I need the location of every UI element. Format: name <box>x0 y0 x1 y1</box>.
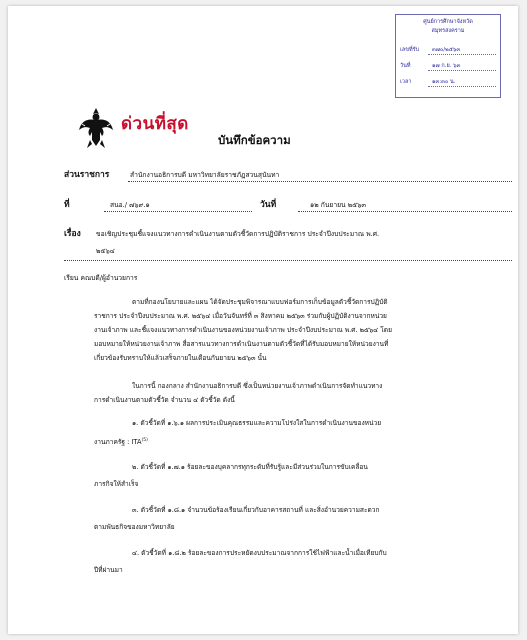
agency-value: สำนักงานอธิการบดี มหาวิทยาลัยราชภัฏสวนสุนันทา <box>130 171 280 179</box>
indicator-4-line-2: ปีที่ผ่านมา <box>94 566 123 574</box>
agency-label: ส่วนราชการ <box>64 170 110 180</box>
indicator-1-line-1: ๑. ตัวชี้วัดที่ ๑.๖.๑ ผลการประเมินคุณธรรมและความโปร่งใสในการดำเนินงานของหน่วย <box>132 419 382 427</box>
subject-line-2: ๒๕๖๔ <box>96 247 115 255</box>
para1-line-3: งานเจ้าภาพ และชี้แจงแนวทางการดำเนินงานของหน่วยงานเจ้าภาพ ประจำปีงบประมาณ พ.ศ. ๒๕๖๔ โดย <box>94 326 392 334</box>
ref-value: สนอ./ ๗๖๙.๑ <box>110 201 150 209</box>
stamp-number-line <box>428 54 496 55</box>
indicator-3-line-2: ตามพันธกิจของมหาวิทยาลัย <box>94 523 175 531</box>
indicator-3-line-1: ๓. ตัวชี้วัดที่ ๑.๘.๑ จำนวนข้อร้องเรียนเกี่ยวกับอาคารสถานที่ และสิ่งอำนวยความสะดวก <box>132 506 380 514</box>
subject-line-1: ขอเชิญประชุมชี้แจงแนวทางการดำเนินงานตามตัวชี้วัดการปฏิบัติราชการ ประจำปีงบประมาณ พ.ศ. <box>96 230 380 238</box>
date-value: ๑๒ กันยายน ๒๕๖๓ <box>310 201 366 209</box>
stamp-number-value: ๓๗๐/๒๕๖๓ <box>432 46 461 53</box>
indicator-2-line-2: ภารกิจให้สำเร็จ <box>94 480 139 488</box>
stamp-time-line <box>428 86 496 87</box>
stamp-sub-organization: สมุทรสงคราม <box>431 28 465 34</box>
urgency-label: ด่วนที่สุด <box>121 114 189 134</box>
para2-line-1: ในการนี้ กองกลาง สำนักงานอธิการบดี ซึ่งเป็นหน่วยงานเจ้าภาพดำเนินการจัดทำแนวทาง <box>132 382 383 390</box>
ref-label: ที่ <box>64 200 70 210</box>
garuda-emblem-icon <box>78 106 114 150</box>
subject-divider <box>64 260 512 261</box>
memo-title: บันทึกข้อความ <box>218 133 291 147</box>
stamp-number-row <box>400 43 496 55</box>
para1-line-2: ราชการ ประจำปีงบประมาณ พ.ศ. ๒๕๖๔ เมื่อวันจันทร์ที่ ๓ สิงหาคม ๒๕๖๓ ร่วมกับผู้ปฏิบัติงานจากหน่วย <box>94 312 387 320</box>
date-underline <box>298 211 512 212</box>
para1-line-5: เกี่ยวข้องรับทราบให้แล้วเสร็จภายในเดือนกันยายน ๒๕๖๓ นั้น <box>94 354 267 362</box>
indicator-1-text: งานภาครัฐ : ITA <box>94 438 142 447</box>
indicator-2-line-1: ๒. ตัวชี้วัดที่ ๑.๗.๑ ร้อยละของบุคลากรทุกระดับที่รับรู้และมีส่วนร่วมในการขับเคลื่อน <box>132 463 368 471</box>
stamp-time-value: ๑๓:๓๐ น. <box>432 78 456 85</box>
para1-line-1: ตามที่กองนโยบายและแผน ได้จัดประชุมพิจารณาแบบฟอร์มการเก็บข้อมูลตัวชี้วัดการปฏิบัติ <box>132 298 388 306</box>
stamp-organization: ศูนย์การศึกษาจังหวัด <box>423 19 473 25</box>
ref-underline <box>104 211 252 212</box>
indicator-4-line-1: ๔. ตัวชี้วัดที่ ๑.๘.๒ ร้อยละของการประหยัดงบประมาณจากการใช้ไฟฟ้าและน้ำเมื่อเทียบกับ <box>132 549 387 557</box>
indicator-1-superscript: (5) <box>141 438 148 443</box>
salutation: เรียน คณบดี/ผู้อำนวยการ <box>64 274 138 282</box>
stamp-time-label: เวลา <box>400 78 412 85</box>
date-label: วันที่ <box>260 200 277 210</box>
stamp-number-label: เลขที่รับ <box>400 46 420 53</box>
stamp-date-label: วันที่ <box>400 62 411 69</box>
agency-underline <box>128 181 512 182</box>
para1-line-4: มอบหมายให้หน่วยงานเจ้าภาพ สื่อสารแนวทางการดำเนินงานตามตัวชี้วัดที่ได้รับมอบหมายให้หน่วยงานที่ <box>94 340 389 348</box>
memo-page <box>8 6 518 634</box>
stamp-time-row <box>400 75 496 87</box>
para2-line-2: การดำเนินงานตามตัวชี้วัด จำนวน ๔ ตัวชี้วัด ดังนี้ <box>94 396 235 404</box>
indicator-1-line-2 <box>94 434 148 449</box>
receipt-stamp <box>395 14 501 98</box>
stamp-date-line <box>428 70 496 71</box>
stamp-date-value: ๑๗ ก.ย. ๖๓ <box>432 62 461 69</box>
subject-label: เรื่อง <box>64 229 81 239</box>
stamp-date-row <box>400 59 496 71</box>
